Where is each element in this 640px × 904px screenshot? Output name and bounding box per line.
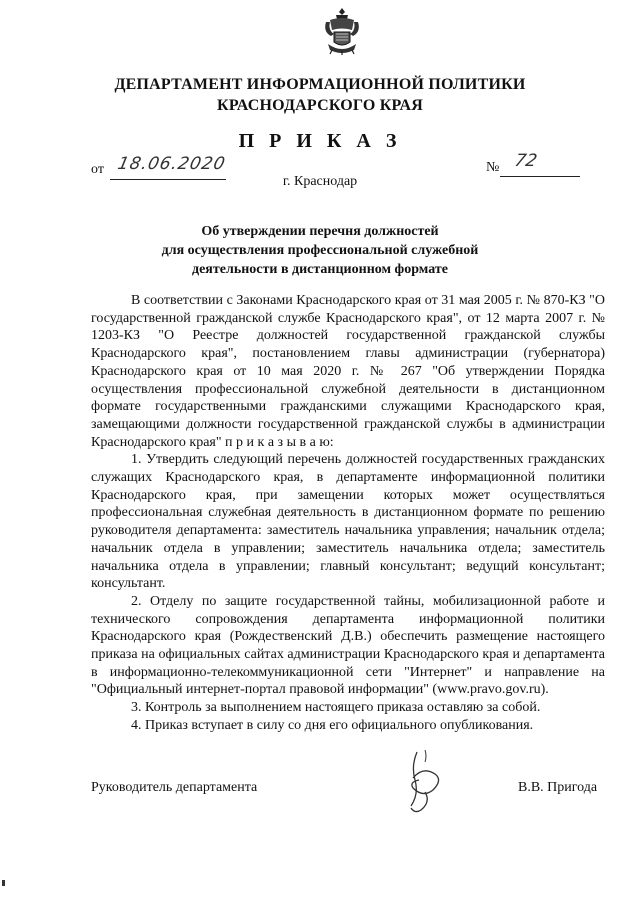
order-item-2: 2. Отделу по защите государственной тайны, мобилизационной работе и технического сопровождения департамента информационной политики Краснодарского края (Рождественский Д.В.) обеспечить размещение настоящего приказа на официальных сайтах администрации Краснодарского края и департамента в информационно-телекоммуникационной сети "Интернет" и направление на "Официальный интернет-портал правовой информации" (www.pravo.gov.ru).	[91, 593, 605, 698]
subject-line: Об утверждении перечня должностей	[201, 224, 439, 239]
coat-of-arms-icon	[322, 6, 362, 56]
date-prefix: от	[91, 162, 104, 177]
preamble-paragraph: В соответствии с Законами Краснодарского края от 31 мая 2005 г. № 870-КЗ "О государственной гражданской службе Краснодарского края", от 12 марта 2007 г. № 1203-КЗ "О Реестре должностей государственной гражданской службы Краснодарского края", постановлением главы администрации (губернатора) Краснодарского края от 10 мая 2020 г. № 267 "Об утверждении Порядка осуществления профессиональной служебной деятельности в дистанционном формате государственными гражданскими служащими Краснодарского края, замещающими должности государственной гражданской службы в администрации Краснодарского края" п р и к а з ы в а ю:	[91, 293, 605, 450]
city: г. Краснодар	[282, 174, 358, 189]
subject-line: для осуществления профессиональной служебной	[161, 243, 479, 258]
handwritten-signature-icon	[395, 748, 455, 818]
subject-line: деятельности в дистанционном формате	[192, 262, 448, 277]
order-item-3: 3. Контроль за выполнением настоящего приказа оставляю за собой.	[131, 700, 541, 716]
department-name-line1: ДЕПАРТАМЕНТ ИНФОРМАЦИОННОЙ ПОЛИТИКИ	[114, 76, 526, 93]
order-body	[91, 292, 605, 735]
order-subject	[0, 222, 640, 279]
department-name-line2: КРАСНОДАРСКОГО КРАЯ	[217, 97, 423, 114]
order-item-4: 4. Приказ вступает в силу со дня его официального опубликования.	[131, 717, 534, 733]
scan-margin-mark	[2, 880, 5, 886]
handwritten-number: 72	[512, 151, 539, 171]
signatory-name: В.В. Пригода	[518, 780, 598, 795]
number-prefix: №	[486, 160, 500, 175]
document-type-title: П Р И К А З	[238, 130, 402, 152]
order-item-1: 1. Утвердить следующий перечень должностей государственных гражданских служащих Краснодарского края, в департаменте информационной политики Краснодарского края, при замещении которых может осуществляться профессиональная служебная деятельность в дистанционном формате по решению руководителя департамента: заместитель начальника управления; начальник отдела; начальник отдела в управлении; заместитель начальника отдела; заместитель начальника отдела в управлении; главный консультант; ведущий консультант; консультант.	[91, 452, 605, 592]
signatory-title: Руководитель департамента	[91, 780, 258, 795]
handwritten-date: 18.06.2020	[115, 154, 228, 174]
